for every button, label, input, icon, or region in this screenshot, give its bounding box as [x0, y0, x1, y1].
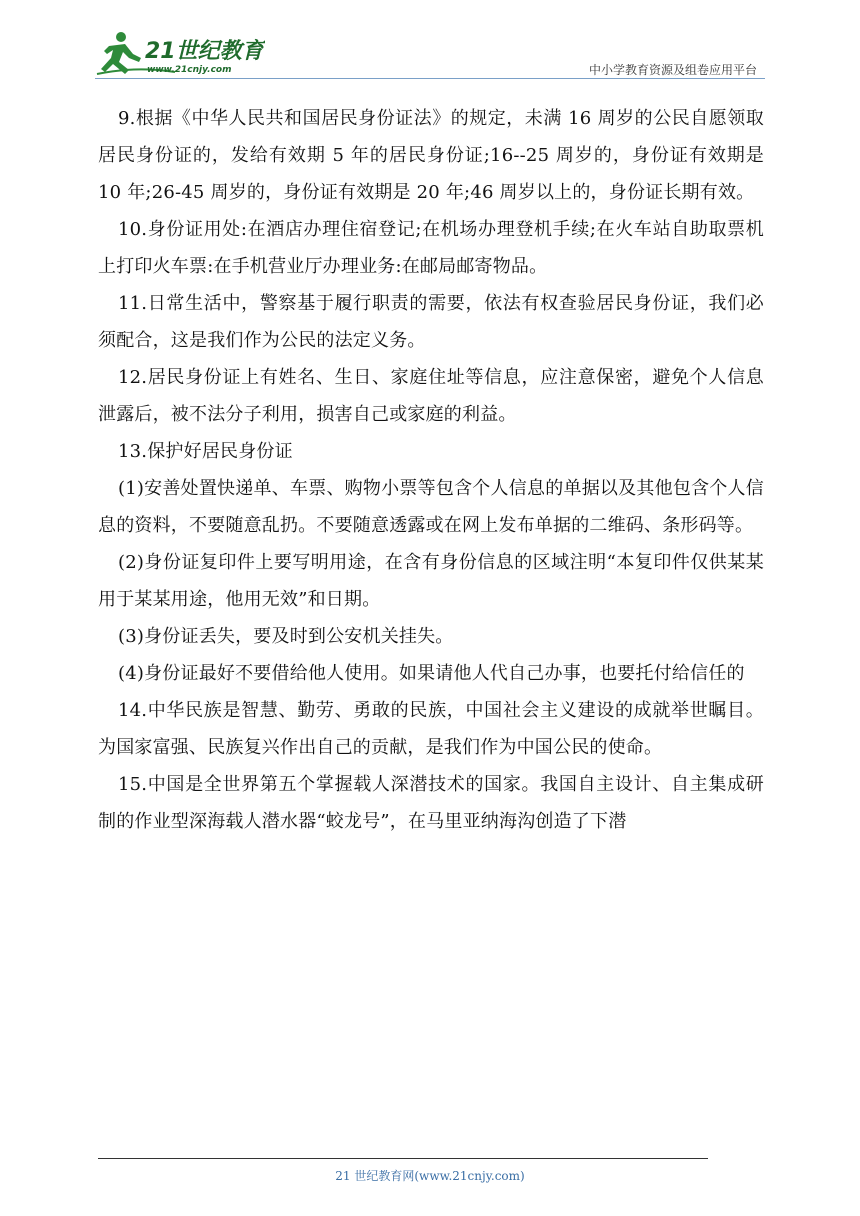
paragraph-14: 14.中华民族是智慧、勤劳、勇敢的民族，中国社会主义建设的成就举世瞩目。为国家富强、民族复兴作出自己的贡献，是我们作为中国公民的使命。 [98, 700, 764, 758]
paragraph-9: 9.根据《中华人民共和国居民身份证法》的规定，未满 16 周岁的公民自愿领取居民身份证的，发给有效期 5 年的居民身份证;16--25 周岁的，身份证有效期是 10 年;26-45 周岁的，身份证有效期是 20 年;46 周岁以上的，身份证长期有效。 [98, 108, 764, 203]
paragraph-11: 11.日常生活中，警察基于履行职责的需要，依法有权查验居民身份证，我们必须配合，这是我们作为公民的法定义务。 [98, 293, 764, 351]
paragraph-13-item-2: (2)身份证复印件上要写明用途，在含有身份信息的区域注明“本复印件仅供某某用于某某用途，他用无效”和日期。 [98, 552, 764, 610]
paragraph-10: 10.身份证用处:在酒店办理住宿登记;在机场办理登机手续;在火车站自助取票机上打印火车票:在手机营业厅办理业务:在邮局邮寄物品。 [98, 219, 764, 277]
page-header [95, 28, 765, 80]
paragraph-13-item-4: (4)身份证最好不要借给他人使用。如果请他人代自己办事，也要托付给信任的 [118, 663, 745, 684]
site-logo [95, 28, 265, 80]
platform-name: 中小学教育资源及组卷应用平台 [588, 63, 757, 77]
page-footer: 21 世纪教育网(www.21cnjy.com) [335, 1169, 525, 1183]
runner-icon [101, 32, 141, 74]
header-divider [95, 78, 765, 79]
logo-brand-text: 21世纪教育 [145, 39, 264, 64]
paragraph-12: 12.居民身份证上有姓名、生日、家庭住址等信息，应注意保密，避免个人信息泄露后，被不法分子利用，损害自己或家庭的利益。 [98, 367, 764, 425]
logo-url-text: www.21cnjy.com [147, 65, 232, 75]
paragraph-15: 15.中国是全世界第五个掌握载人深潜技术的国家。我国自主设计、自主集成研制的作业型深海载人潜水器“蛟龙号”，在马里亚纳海沟创造了下潜 [98, 774, 764, 832]
document-body [98, 100, 764, 840]
paragraph-13-item-1: (1)安善处置快递单、车票、购物小票等包含个人信息的单据以及其他包含个人信息的资料，不要随意乱扔。不要随意透露或在网上发布单据的二维码、条形码等。 [98, 478, 764, 536]
paragraph-13-item-3: (3)身份证丢失，要及时到公安机关挂失。 [118, 626, 454, 647]
footer-divider [98, 1158, 708, 1159]
paragraph-13-heading: 13.保护好居民身份证 [118, 441, 293, 462]
